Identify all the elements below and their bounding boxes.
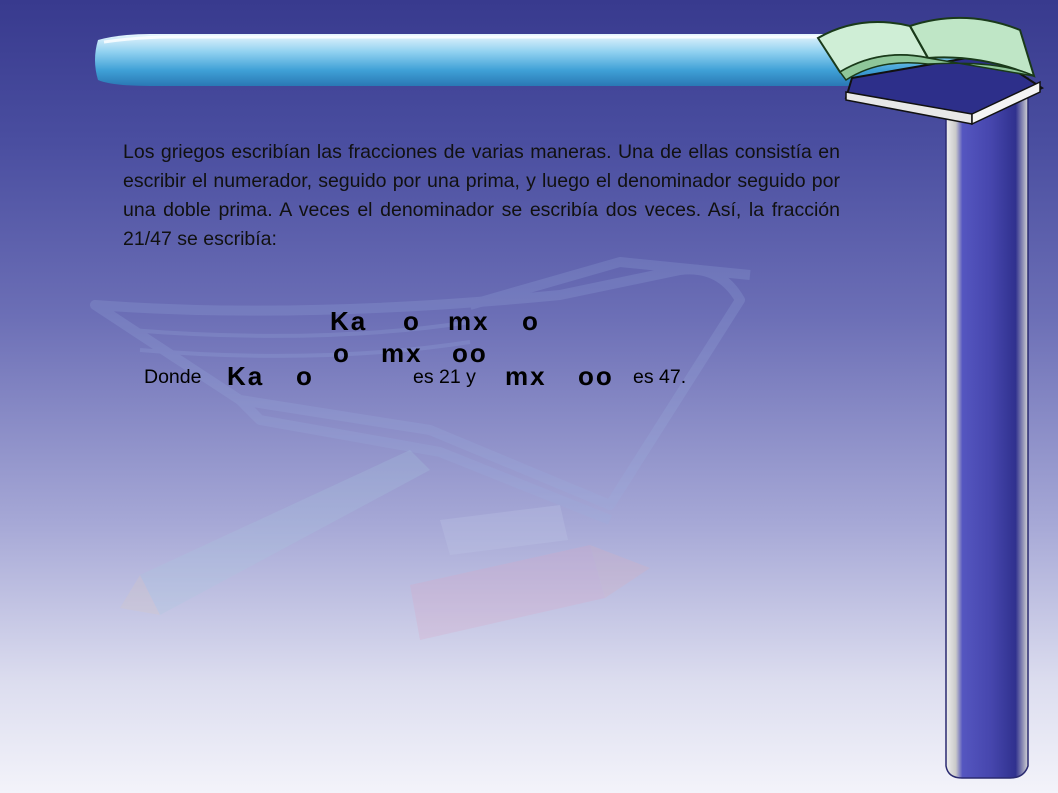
greek-prime-symbol-2: o [333,338,351,368]
greek-double-prime-symbol: oo [452,338,488,368]
caption-denominator-symbol: mx [505,361,547,391]
caption-double-prime-symbol: oo [578,361,614,391]
greek-prime-symbol: o [403,306,421,336]
greek-tick-symbol: o [522,306,540,336]
caption-where: Donde [144,366,202,388]
caption-is-47: es 47. [633,366,687,388]
notebook-sketch [95,262,750,520]
crayon-sketch [410,505,650,640]
fractions-paragraph: Los griegos escribían las fracciones de varias maneras. Una de ellas consistía en escribir el numerador, seguido por una prima, y luego el denominador seguido por una doble prima. A veces el denominador se escribía dos veces. Así, la fracción 21/47 se escribía: [123,141,840,250]
caption-is-21: es 21 y [413,366,476,388]
greek-denominator-symbol: mx [448,306,490,336]
caption-prime-symbol: o [296,361,314,391]
right-column [946,78,1028,778]
greek-denominator-symbol-2: mx [381,338,423,368]
pencil-sketch [120,450,430,615]
caption-numerator-symbol: Ka [227,361,265,391]
greek-numerator-symbol: Ka [330,306,368,336]
